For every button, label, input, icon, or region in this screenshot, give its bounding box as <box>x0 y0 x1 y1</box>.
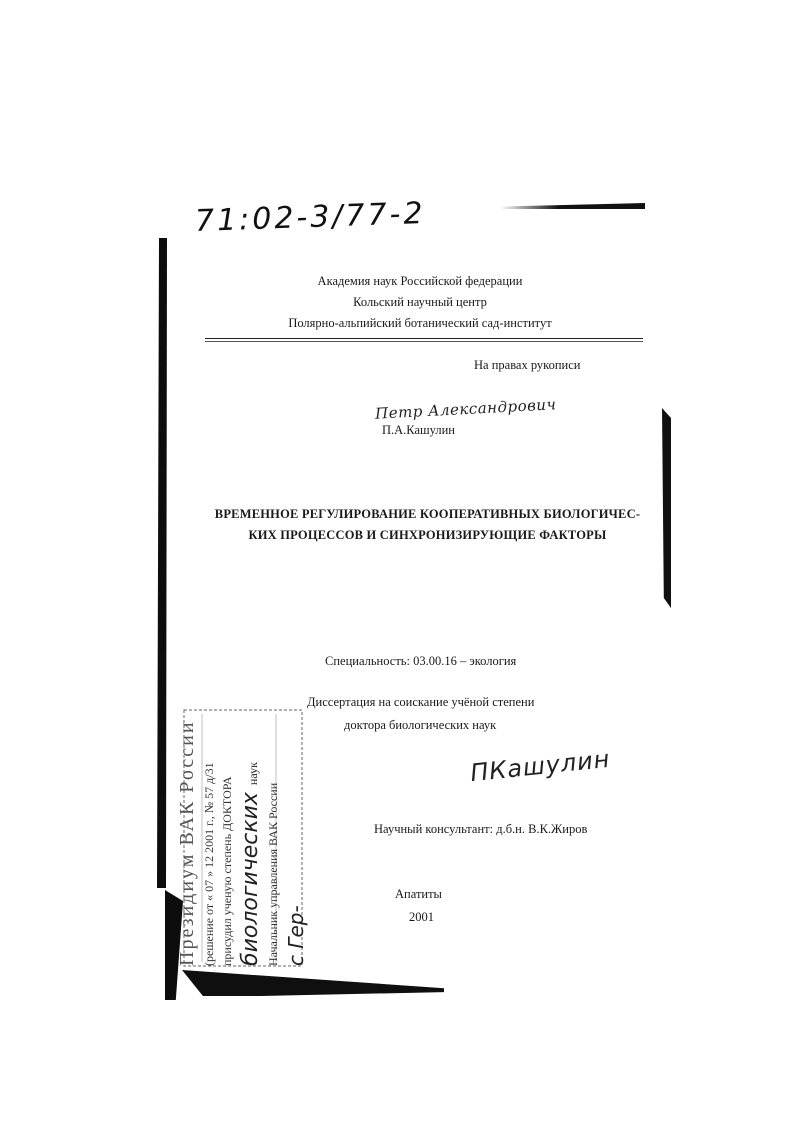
stamp-line-3: присудил ученую степень ДОКТОРА <box>220 776 234 966</box>
header-center: Кольский научный центр <box>353 295 487 309</box>
stamp-line-1: Президиум ВАК России <box>176 720 198 966</box>
header-garden: Полярно-альпийский ботанический сад-институт <box>288 316 552 330</box>
stamp-line-4 <box>238 762 263 966</box>
author-signature: ПКашулин <box>468 744 612 788</box>
title-line-1: ВРЕМЕННОЕ РЕГУЛИРОВАНИЕ КООПЕРАТИВНЫХ БИОЛОГИЧЕС- <box>214 507 641 521</box>
stamp-field-biology: биологических <box>238 792 263 966</box>
scan-edge-bottom <box>182 970 444 996</box>
specialty: Специальность: 03.00.16 – экология <box>325 654 517 668</box>
author-handwritten-name: Петр Александрович <box>374 395 557 423</box>
stamp-line-6: с Гер- <box>284 905 308 966</box>
dissertation-line-2: доктора биологических наук <box>344 718 497 732</box>
stamp-line-2: (решение от « 07 » 12 2001 г., № 57 д/31 <box>202 762 216 966</box>
dissertation-line-1: Диссертация на соискание учёной степени <box>307 695 535 709</box>
scientific-consultant: Научный консультант: д.б.н. В.К.Жиров <box>374 822 588 836</box>
institution-header <box>200 271 640 334</box>
manuscript-rights: На правах рукописи <box>474 358 581 372</box>
year: 2001 <box>409 910 434 924</box>
title-line-2: КИХ ПРОЦЕССОВ И СИНХРОНИЗИРУЮЩИЕ ФАКТОРЫ <box>248 528 607 542</box>
scan-edge-top <box>500 203 645 209</box>
header-divider <box>205 338 643 339</box>
scan-edge-left <box>157 238 167 888</box>
vak-stamp <box>172 700 312 972</box>
scan-edge-right <box>662 408 671 608</box>
header-divider-2 <box>205 341 643 342</box>
stamp-suffix: наук <box>246 762 260 786</box>
thesis-title <box>200 504 655 546</box>
stamp-text <box>172 700 312 972</box>
archive-code: 71:02-3/77-2 <box>194 195 427 240</box>
header-academy: Академия наук Российской федерации <box>317 274 523 288</box>
author-name: П.А.Кашулин <box>382 423 455 437</box>
stamp-line-5: Начальник управления ВАК России <box>266 782 280 966</box>
city: Апатиты <box>395 887 442 901</box>
